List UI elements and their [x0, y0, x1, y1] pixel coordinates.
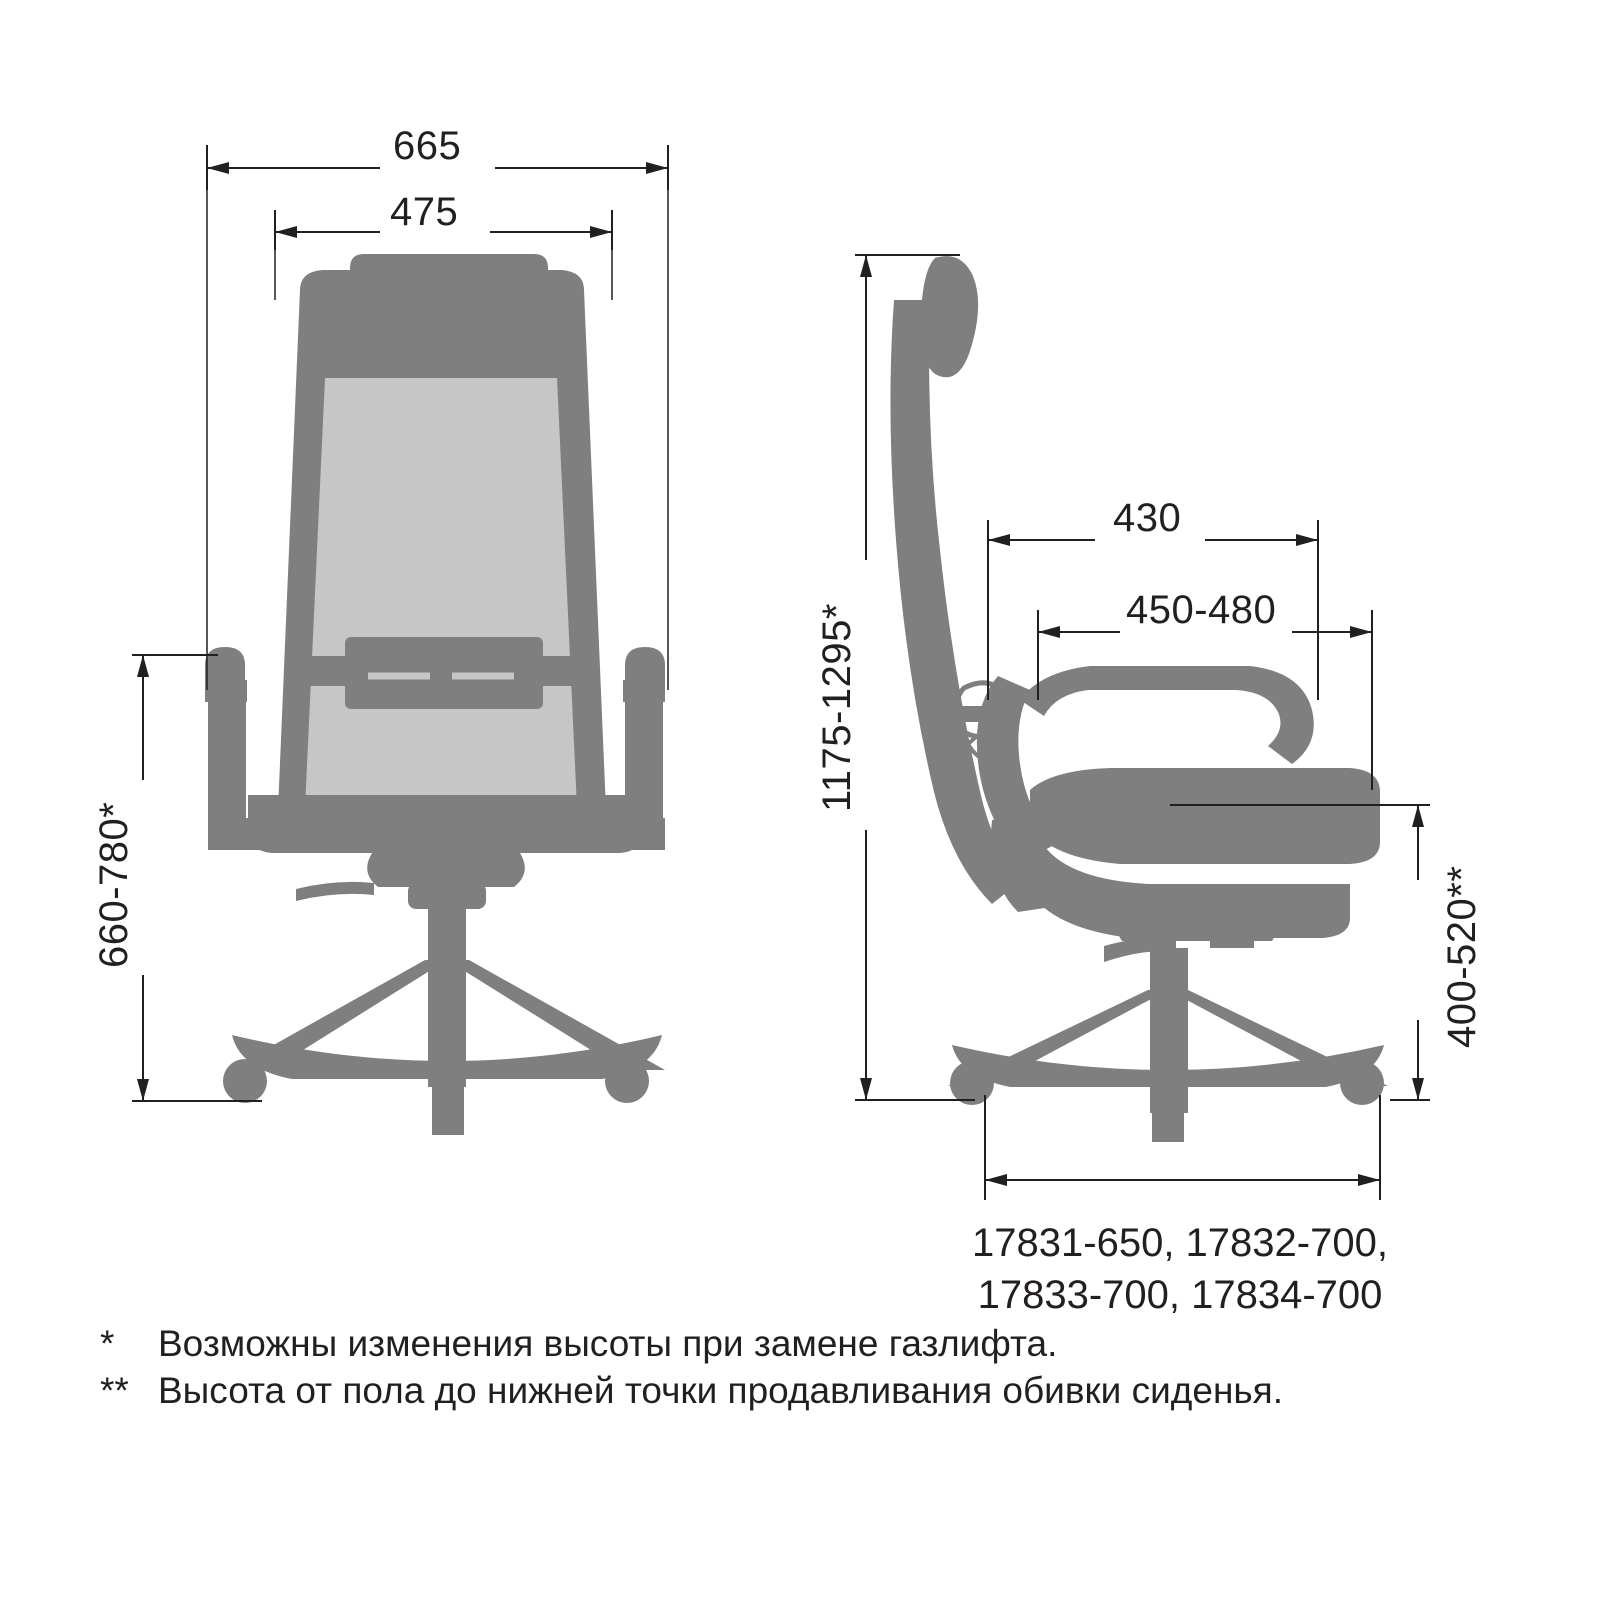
footnote-1 — [100, 1320, 1500, 1367]
model-numbers-line-2: 17833-700, 17834-700 — [977, 1273, 1383, 1317]
footnotes — [100, 1320, 1500, 1415]
front-mechanism — [367, 853, 525, 887]
front-back-width-label: 475 — [390, 190, 459, 234]
front-view-group — [205, 254, 665, 1135]
side-lever-block — [1210, 900, 1254, 948]
front-mesh-panel — [305, 378, 577, 808]
front-height-lever — [296, 882, 374, 901]
side-view-group — [890, 256, 1388, 1142]
footnote-1-text: Возможны изменения высоты при замене газлифта. — [158, 1323, 1058, 1364]
front-caster-left — [223, 1059, 267, 1103]
front-gas-lift-collar — [408, 883, 486, 909]
front-center-caster — [432, 1050, 464, 1135]
side-caster-left — [950, 1061, 994, 1105]
front-armrest-height-label: 660-780* — [92, 801, 136, 968]
side-mechanism — [1117, 905, 1279, 941]
front-overall-width-label: 665 — [393, 124, 462, 168]
side-tilt-knob-head — [934, 700, 962, 728]
side-armrest-arc — [1020, 666, 1314, 764]
side-seat-depth-back-label: 430 — [1113, 496, 1182, 540]
footnote-2-text: Высота от пола до нижней точки продавливания обивки сиденья. — [158, 1370, 1283, 1412]
front-caster-right — [605, 1059, 649, 1103]
side-caster-right — [1340, 1061, 1384, 1105]
side-seat-height-label: 400-520** — [1440, 865, 1484, 1048]
front-seat — [248, 795, 644, 853]
model-numbers-line-1: 17831-650, 17832-700, — [972, 1221, 1388, 1265]
footnote-2 — [100, 1367, 1500, 1414]
side-total-height-label: 1175-1295* — [815, 603, 859, 812]
front-armrest-left-post — [208, 700, 246, 818]
side-center-caster — [1152, 1060, 1184, 1142]
footnote-1-mark: * — [100, 1323, 115, 1364]
footnote-2-mark: ** — [100, 1370, 129, 1412]
side-seat-cushion — [1030, 768, 1380, 864]
side-seat-depth-range-label: 450-480 — [1126, 588, 1277, 632]
